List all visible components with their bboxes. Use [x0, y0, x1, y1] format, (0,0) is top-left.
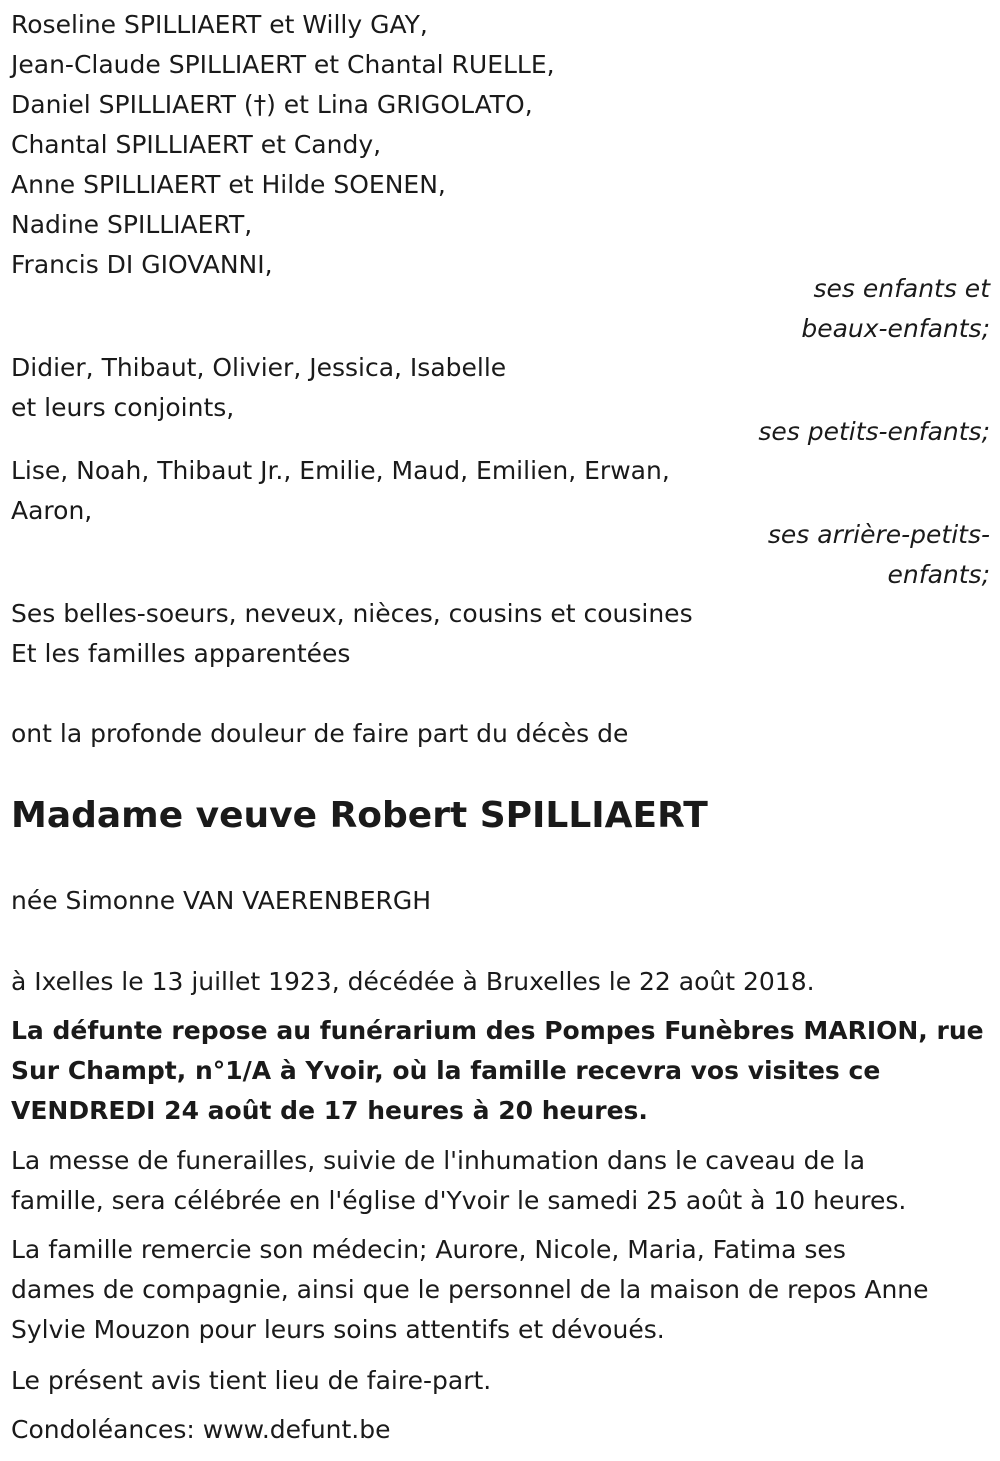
- thanks-line: La famille remercie son médecin; Aurore, Nicole, Maria, Fatima ses: [11, 1235, 846, 1264]
- grandchildren-line: Didier, Thibaut, Olivier, Jessica, Isabelle: [11, 353, 507, 382]
- condolences: Condoléances: www.defunt.be: [11, 1415, 391, 1444]
- relatives-line: Ses belles-soeurs, neveux, nièces, cousins et cousines: [11, 599, 693, 628]
- role-grandchildren: ses petits-enfants;: [758, 417, 990, 446]
- family-line: Chantal SPILLIAERT et Candy,: [11, 130, 382, 159]
- family-line: Roseline SPILLIAERT et Willy GAY,: [11, 10, 428, 39]
- thanks-line: dames de compagnie, ainsi que le personnel de la maison de repos Anne: [11, 1275, 929, 1304]
- birth-name: née Simonne VAN VAERENBERGH: [11, 886, 432, 915]
- funeral-line: famille, sera célébrée en l'église d'Yvoir le samedi 25 août à 10 heures.: [11, 1186, 907, 1215]
- dates: à Ixelles le 13 juillet 1923, décédée à Bruxelles le 22 août 2018.: [11, 967, 815, 996]
- role-children: beaux-enfants;: [801, 314, 990, 343]
- role-great-grandchildren: enfants;: [887, 560, 990, 589]
- deceased-name: Madame veuve Robert SPILLIAERT: [11, 795, 708, 836]
- grandchildren-line: et leurs conjoints,: [11, 393, 235, 422]
- thanks-line: Sylvie Mouzon pour leurs soins attentifs et dévoués.: [11, 1315, 665, 1344]
- family-line: Daniel SPILLIAERT (†) et Lina GRIGOLATO,: [11, 90, 533, 119]
- role-great-grandchildren: ses arrière-petits-: [767, 520, 990, 549]
- great-grandchildren-line: Lise, Noah, Thibaut Jr., Emilie, Maud, Emilien, Erwan,: [11, 456, 670, 485]
- family-line: Nadine SPILLIAERT,: [11, 210, 253, 239]
- viewing-line: VENDREDI 24 août de 17 heures à 20 heures.: [11, 1096, 648, 1125]
- announcement: ont la profonde douleur de faire part du décès de: [11, 719, 629, 748]
- viewing-line: Sur Champt, n°1/A à Yvoir, où la famille recevra vos visites ce: [11, 1056, 881, 1085]
- family-line: Jean-Claude SPILLIAERT et Chantal RUELLE,: [11, 50, 555, 79]
- relatives-line: Et les familles apparentées: [11, 639, 351, 668]
- family-line: Francis DI GIOVANNI,: [11, 250, 273, 279]
- role-children: ses enfants et: [813, 274, 990, 303]
- notice: Le présent avis tient lieu de faire-part.: [11, 1366, 492, 1395]
- family-line: Anne SPILLIAERT et Hilde SOENEN,: [11, 170, 446, 199]
- great-grandchildren-line: Aaron,: [11, 496, 93, 525]
- viewing-line: La défunte repose au funérarium des Pompes Funèbres MARION, rue: [11, 1016, 984, 1045]
- funeral-line: La messe de funerailles, suivie de l'inhumation dans le caveau de la: [11, 1146, 866, 1175]
